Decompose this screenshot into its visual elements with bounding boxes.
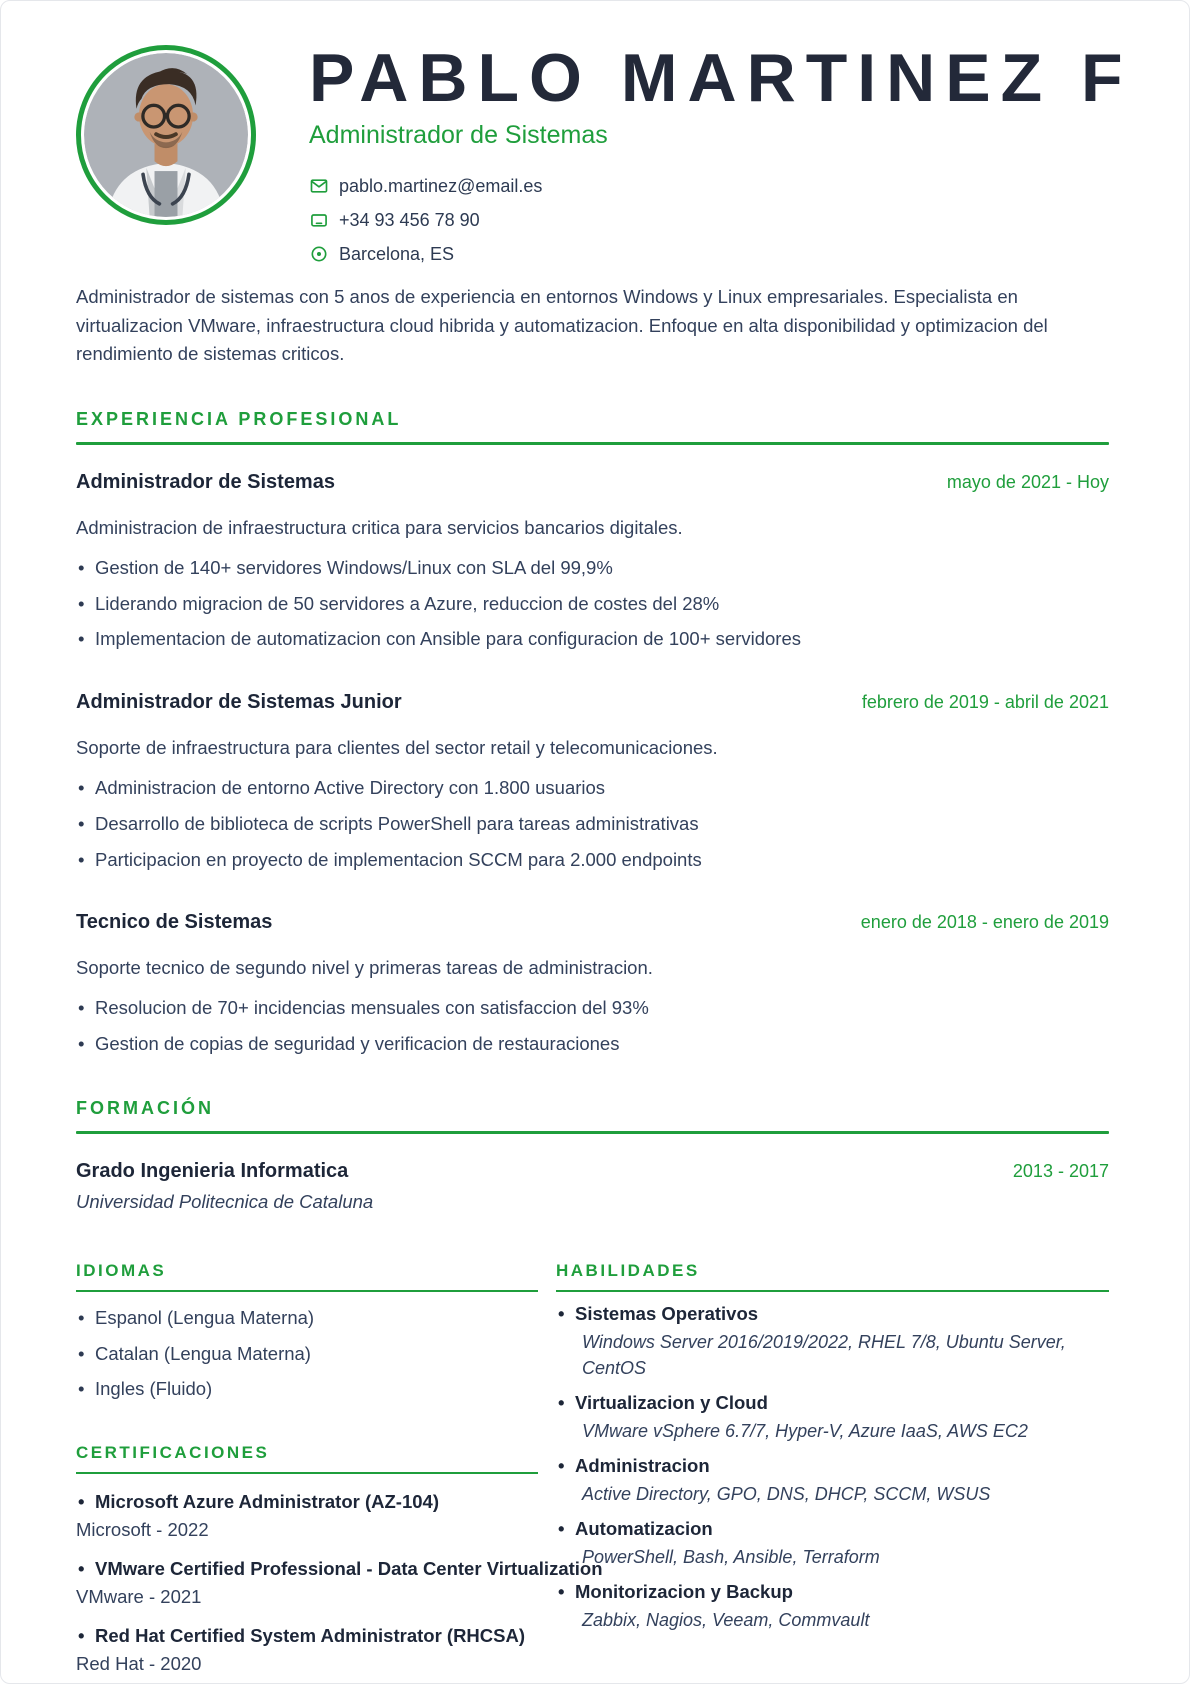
certification-name: • Red Hat Certified System Administrator (RHCSA) (76, 1625, 538, 1647)
contact-location-row (309, 244, 1109, 265)
section-certifications (76, 1443, 603, 1675)
section-skills (556, 1261, 1109, 1634)
job-bullet: • Participacion en proyecto de implementacion SCCM para 2.000 endpoints (76, 847, 1109, 874)
language-item: • Ingles (Fluido) (76, 1376, 538, 1403)
job-bullet: • Gestion de copias de seguridad y verificacion de restauraciones (76, 1031, 1109, 1058)
education-degree: Grado Ingenieria Informatica (76, 1159, 349, 1182)
section-rule (76, 1131, 1109, 1134)
certification-entry (76, 1625, 538, 1675)
job-entry (76, 691, 1109, 873)
job-bullet: • Gestion de 140+ servidores Windows/Linux con SLA del 99,9% (76, 555, 1109, 582)
certification-name: • VMware Certified Professional - Data Center Virtualization (76, 1558, 538, 1580)
section-education (76, 1098, 1109, 1213)
phone-icon (309, 210, 329, 230)
skill-detail: Active Directory, GPO, DNS, DHCP, SCCM, WSUS (582, 1484, 991, 1505)
job-dates: mayo de 2021 - Hoy (946, 472, 1109, 493)
header-text (309, 40, 1133, 265)
certification-name: • Microsoft Azure Administrator (AZ-104) (76, 1491, 538, 1513)
skill-detail: PowerShell, Bash, Ansible, Terraform (582, 1547, 880, 1568)
language-item: • Espanol (Lengua Materna) (76, 1305, 538, 1332)
contact-location: Barcelona, ES (339, 243, 455, 264)
job-title: Administrador de Sistemas Junior (76, 691, 402, 714)
job-dates: febrero de 2019 - abril de 2021 (861, 692, 1109, 713)
certification-detail: Microsoft - 2022 (76, 1519, 209, 1541)
section-heading-education: FORMACIÓN (76, 1097, 214, 1118)
certification-entry (76, 1491, 538, 1541)
certification-entry (76, 1558, 603, 1608)
job-entry (76, 471, 1109, 653)
certification-detail: VMware - 2021 (76, 1586, 202, 1608)
envelope-icon (309, 176, 329, 196)
section-heading-experience: EXPERIENCIA PROFESIONAL (76, 409, 402, 430)
section-rule (76, 442, 1109, 445)
job-bullet: • Liderando migracion de 50 servidores a Azure, reduccion de costes del 28% (76, 591, 1109, 618)
skill-name: • Automatizacion (556, 1518, 1109, 1540)
job-bullet-list (76, 775, 1109, 873)
job-bullet-list (76, 995, 1109, 1058)
skill-entry (556, 1303, 1109, 1381)
skill-name: • Monitorizacion y Backup (556, 1581, 1109, 1603)
job-bullet: • Implementacion de automatizacion con Ansible para configuracion de 100+ servidores (76, 626, 1109, 653)
job-bullet-list (76, 555, 1109, 653)
section-rule (76, 1472, 538, 1474)
job-entry (76, 911, 1109, 1057)
avatar (84, 53, 248, 217)
skill-name: • Administracion (556, 1455, 1109, 1477)
job-description: Soporte de infraestructura para clientes del sector retail y telecomunicaciones. (76, 737, 718, 759)
right-column (556, 1261, 1109, 1675)
person-name: PABLO MARTINEZ F (309, 40, 1133, 116)
profile-photo (76, 45, 256, 225)
skill-entry (556, 1455, 1109, 1507)
contact-email: pablo.martinez@email.es (339, 175, 543, 196)
job-title: Tecnico de Sistemas (76, 911, 273, 934)
job-title: Administrador de Sistemas (76, 471, 335, 494)
section-languages (76, 1261, 538, 1403)
section-heading-languages: IDIOMAS (76, 1260, 167, 1280)
job-dates: enero de 2018 - enero de 2019 (860, 912, 1109, 933)
job-bullet: • Administracion de entorno Active Directory con 1.800 usuarios (76, 775, 1109, 802)
skill-entry (556, 1581, 1109, 1633)
skill-name: • Virtualizacion y Cloud (556, 1392, 1109, 1414)
job-bullet: • Desarrollo de biblioteca de scripts PowerShell para tareas administrativas (76, 811, 1109, 838)
contact-email-row (309, 176, 1109, 197)
resume-content (1, 1, 1189, 1675)
summary-text: Administrador de sistemas con 5 anos de experiencia en entornos Windows y Linux empresariales. Especialista en virtualizacion VMware, infraestructura cloud hibrida y automatizacion. Enfoque en alta disponibilidad y optimizacion del rendimiento de sistemas criticos. (76, 286, 1048, 365)
section-heading-certifications: CERTIFICACIONES (76, 1443, 270, 1463)
location-pin-icon (309, 244, 329, 264)
skill-entry (556, 1518, 1109, 1570)
skill-detail: Zabbix, Nagios, Veeam, Commvault (582, 1610, 870, 1631)
section-heading-skills: HABILIDADES (556, 1260, 700, 1280)
person-title: Administrador de Sistemas (309, 120, 608, 149)
language-list (76, 1305, 538, 1403)
language-item: • Catalan (Lengua Materna) (76, 1341, 538, 1368)
education-school: Universidad Politecnica de Cataluna (76, 1190, 374, 1212)
bottom-columns (76, 1261, 1109, 1675)
section-experience (76, 409, 1109, 1058)
skill-detail: VMware vSphere 6.7/7, Hyper-V, Azure IaaS, AWS EC2 (582, 1420, 1028, 1441)
left-column (76, 1260, 603, 1675)
section-rule (76, 1290, 538, 1292)
contact-phone-row (309, 210, 1109, 231)
job-description: Soporte tecnico de segundo nivel y primeras tareas de administracion. (76, 957, 653, 979)
header (76, 40, 1133, 271)
job-bullet: • Resolucion de 70+ incidencias mensuales con satisfaccion del 93% (76, 995, 1109, 1022)
job-description: Administracion de infraestructura critica para servicios bancarios digitales. (76, 517, 683, 539)
skill-detail: Windows Server 2016/2019/2022, RHEL 7/8, Ubuntu Server, CentOS (582, 1331, 1066, 1378)
contact-phone: +34 93 456 78 90 (339, 209, 480, 230)
skill-entry (556, 1392, 1109, 1444)
skill-name: • Sistemas Operativos (556, 1303, 1109, 1325)
section-rule (556, 1290, 1109, 1292)
certification-detail: Red Hat - 2020 (76, 1653, 202, 1675)
education-dates: 2013 - 2017 (1012, 1160, 1109, 1181)
contact-list (309, 176, 1109, 265)
